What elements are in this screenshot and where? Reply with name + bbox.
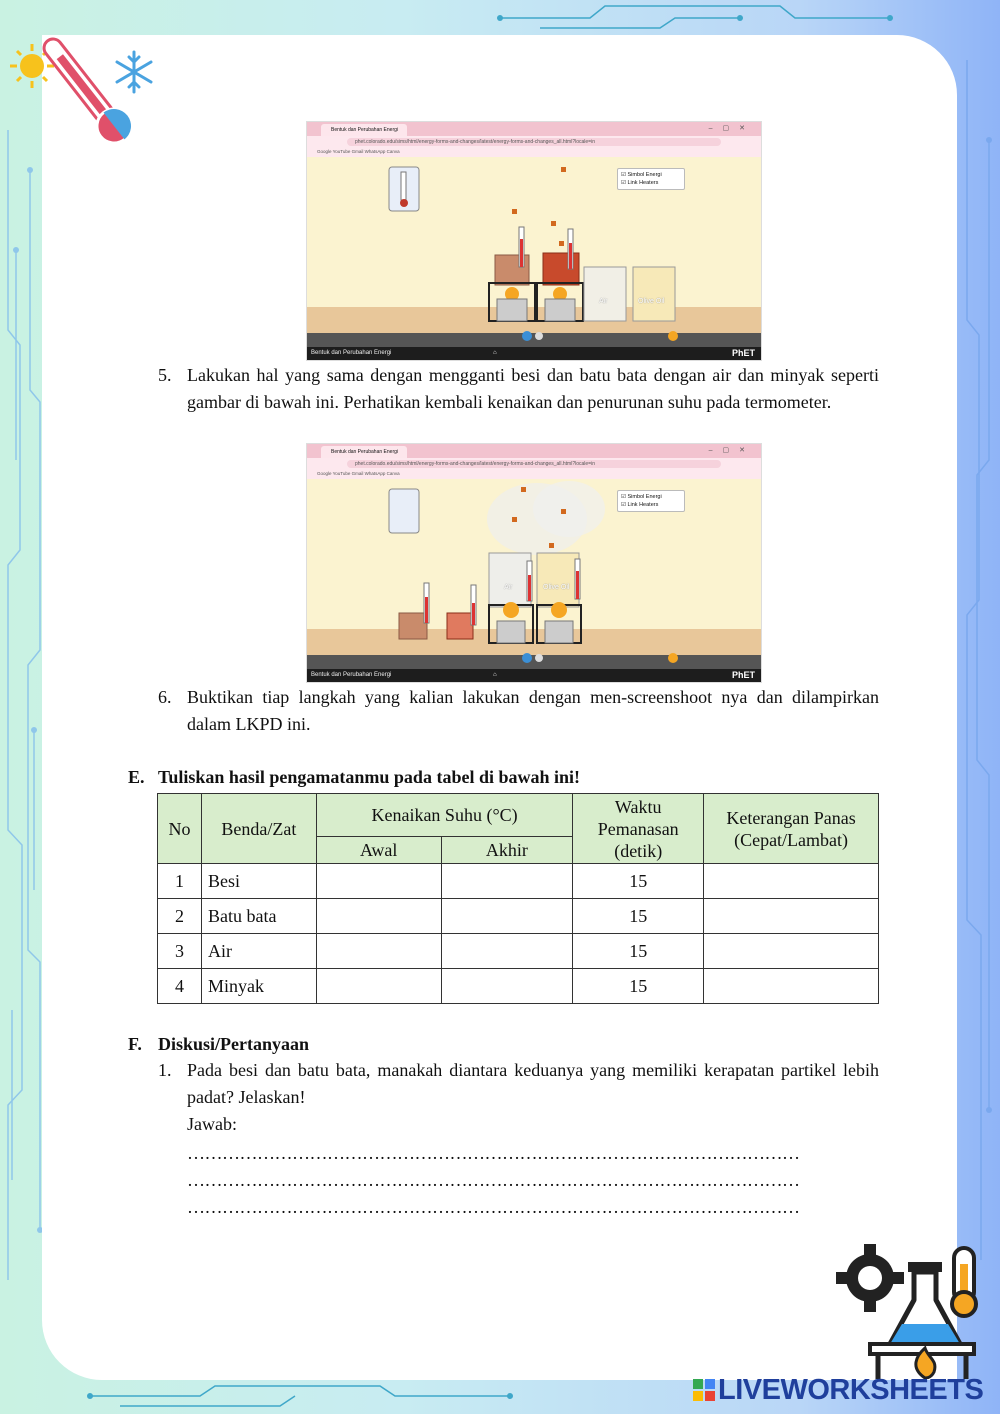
table-row	[158, 969, 879, 1004]
bookmarks-bar: Google YouTube Gmail WhatsApp Canva	[307, 147, 761, 157]
browser-tabbar	[307, 122, 761, 136]
browser-tab[interactable]: Bentuk dan Perubahan Energi	[321, 124, 407, 136]
url-field[interactable]: phet.colorado.edu/sims/html/energy-forms-and-changes/latest/energy-forms-and-changes_all.html?locale=in	[347, 460, 721, 468]
phet-logo[interactable]: PhET	[731, 670, 755, 680]
step-6	[158, 684, 879, 738]
header-no: No	[158, 794, 202, 864]
cell-end-input[interactable]	[441, 934, 573, 969]
step-number: 5.	[158, 365, 172, 385]
observation-table	[157, 793, 879, 1004]
header-end: Akhir	[441, 837, 573, 864]
liveworksheets-logo[interactable]	[693, 1374, 983, 1407]
answer-line-3[interactable]: ……………………………………………………………………………………………	[187, 1197, 800, 1217]
cell-item: Air	[201, 934, 316, 969]
table-row	[158, 899, 879, 934]
section-letter: E.	[128, 767, 145, 787]
answer-line-2[interactable]: ……………………………………………………………………………………………	[187, 1170, 800, 1190]
home-icon[interactable]: ⌂	[493, 672, 497, 678]
home-icon[interactable]: ⌂	[493, 350, 497, 356]
oil-label: Olive Oil	[543, 584, 570, 591]
bookmarks-bar: Google YouTube Gmail WhatsApp Canva	[307, 469, 761, 479]
header-temp: Kenaikan Suhu (°C)	[316, 794, 572, 837]
cell-start-input[interactable]	[316, 899, 441, 934]
liveworksheets-badge-icon	[693, 1379, 715, 1401]
cell-no: 3	[158, 934, 202, 969]
cell-time: 15	[573, 969, 704, 1004]
step-text: Lakukan hal yang sama dengan mengganti besi dan batu bata dengan air dan minyak seperti gambar di bawah ini. Perhatikan kembali kenaikan dan penurunan suhu pada termometer.	[187, 365, 879, 412]
header-item: Benda/Zat	[201, 794, 316, 864]
water-label: Air	[504, 584, 513, 591]
phet-screenshot-2	[306, 443, 762, 683]
options-panel	[617, 490, 685, 512]
answer-label: Jawab:	[187, 1114, 237, 1134]
cell-time: 15	[573, 899, 704, 934]
sim-area	[307, 157, 761, 360]
sim-scene	[307, 479, 761, 682]
answer-line-1[interactable]: ……………………………………………………………………………………………	[187, 1143, 800, 1163]
table-row	[158, 934, 879, 969]
phet-logo[interactable]: PhET	[731, 348, 755, 358]
header-start: Awal	[316, 837, 441, 864]
header-note: Keterangan Panas (Cepat/Lambat)	[704, 794, 879, 864]
url-field[interactable]: phet.colorado.edu/sims/html/energy-forms-and-changes/latest/energy-forms-and-changes_all.html?locale=in	[347, 138, 721, 146]
sim-title: Bentuk dan Perubahan Energi	[311, 350, 392, 356]
thermometer-sun-snowflake-icon	[6, 8, 166, 158]
circuit-border-bottom	[80, 1378, 520, 1414]
browser-tab[interactable]: Bentuk dan Perubahan Energi	[321, 446, 407, 458]
question-1	[158, 1057, 879, 1138]
table-row	[158, 864, 879, 899]
cell-note-input[interactable]	[704, 899, 879, 934]
brick-block-icon[interactable]	[543, 229, 579, 285]
cell-item: Batu bata	[201, 899, 316, 934]
question-text: Pada besi dan batu bata, manakah diantara keduanya yang memiliki kerapatan partikel lebih padat? Jelaskan!	[187, 1060, 879, 1107]
section-title: Diskusi/Pertanyaan	[158, 1034, 310, 1054]
cell-note-input[interactable]	[704, 864, 879, 899]
section-letter: F.	[128, 1034, 142, 1054]
circuit-border-top	[480, 0, 900, 36]
cell-end-input[interactable]	[441, 864, 573, 899]
sim-navbar	[307, 347, 761, 360]
cell-note-input[interactable]	[704, 969, 879, 1004]
step-text: Buktikan tiap langkah yang kalian lakukan dengan men-screenshoot nya dan dilampirkan dalam LKPD ini.	[187, 687, 879, 734]
checkbox-energy-symbols[interactable]: ☑ Simbol Energi	[621, 494, 662, 500]
cell-start-input[interactable]	[316, 969, 441, 1004]
window-controls-icon[interactable]: –▢✕	[708, 447, 755, 454]
lab-equipment-icon	[836, 1244, 994, 1379]
sim-area	[307, 479, 761, 682]
browser-address-bar	[307, 136, 761, 147]
iron-block-icon[interactable]	[399, 583, 429, 639]
section-e-heading	[128, 765, 580, 789]
sim-navbar	[307, 669, 761, 682]
options-panel	[617, 168, 685, 190]
cell-time: 15	[573, 864, 704, 899]
window-controls-icon[interactable]: –▢✕	[708, 125, 755, 132]
browser-address-bar	[307, 458, 761, 469]
sim-scene	[307, 157, 761, 360]
cell-start-input[interactable]	[316, 934, 441, 969]
brick-block-icon[interactable]	[447, 585, 476, 639]
section-f-heading	[128, 1032, 309, 1056]
cell-no: 1	[158, 864, 202, 899]
iron-block-icon[interactable]	[495, 227, 529, 285]
checkbox-energy-symbols[interactable]: ☑ Simbol Energi	[621, 172, 662, 178]
step-number: 6.	[158, 687, 172, 707]
cell-end-input[interactable]	[441, 899, 573, 934]
cell-item: Besi	[201, 864, 316, 899]
cell-time: 15	[573, 934, 704, 969]
cell-item: Minyak	[201, 969, 316, 1004]
logo-text: LIVEWORKSHEETS	[718, 1374, 984, 1406]
question-number: 1.	[158, 1060, 172, 1080]
browser-tabbar	[307, 444, 761, 458]
step-5	[158, 362, 879, 416]
water-label: Air	[599, 298, 608, 305]
section-title: Tuliskan hasil pengamatanmu pada tabel di bawah ini!	[158, 767, 580, 787]
header-time: Waktu Pemanasan (detik)	[573, 794, 704, 864]
cell-no: 2	[158, 899, 202, 934]
checkbox-link-heaters[interactable]: ☑ Link Heaters	[621, 502, 659, 508]
oil-label: Olive Oil	[638, 298, 665, 305]
checkbox-link-heaters[interactable]: ☑ Link Heaters	[621, 180, 659, 186]
circuit-border-right	[955, 60, 1000, 1260]
cell-no: 4	[158, 969, 202, 1004]
cell-end-input[interactable]	[441, 969, 573, 1004]
cell-start-input[interactable]	[316, 864, 441, 899]
phet-screenshot-1	[306, 121, 762, 361]
sim-title: Bentuk dan Perubahan Energi	[311, 672, 392, 678]
cell-note-input[interactable]	[704, 934, 879, 969]
